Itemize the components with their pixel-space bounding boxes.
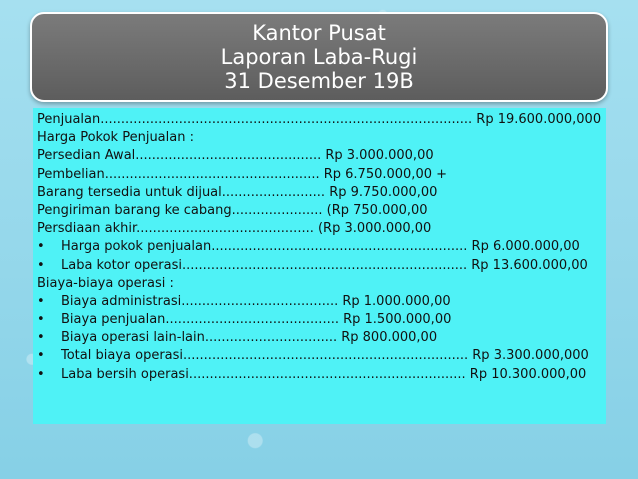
slide-title-box: [30, 12, 608, 102]
title-line-3: 31 Desember 19B: [224, 69, 414, 93]
row-text: Total biaya operasi..................................................................... Rp 3.300.000,000: [61, 348, 589, 364]
report-row-gross-profit: [37, 257, 606, 275]
report-row-purchases: [37, 166, 606, 184]
report-row-beginning-inventory: [37, 147, 606, 165]
report-row-ending-inventory: [37, 220, 606, 238]
report-row-admin-expense: [37, 293, 606, 311]
title-line-2: Laporan Laba-Rugi: [220, 45, 418, 69]
row-text: Pengiriman barang ke cabang...................... (Rp 750.000,00: [37, 202, 428, 218]
row-bullet: •: [37, 366, 45, 382]
report-content: [33, 108, 606, 424]
report-row-shipment-to-branch: [37, 202, 606, 220]
report-row-cogs: [37, 238, 606, 256]
row-text: Persdiaan akhir........................................... (Rp 3.000.000,00: [37, 221, 432, 237]
report-row-sales: [37, 111, 606, 129]
report-row-net-profit: [37, 366, 606, 384]
row-text: Harga pokok penjualan.............................................................. Rp 6.000.000,00: [61, 239, 580, 255]
row-bullet: •: [37, 330, 45, 346]
report-row-other-expense: [37, 329, 606, 347]
row-text: Penjualan.......................................................................................... Rp 19.600.000,000: [37, 112, 602, 127]
report-row-total-opex: [37, 347, 606, 365]
report-row-selling-expense: [37, 311, 606, 329]
row-text: Biaya administrasi...................................... Rp 1.000.000,00: [61, 293, 451, 309]
row-bullet: •: [37, 257, 45, 273]
row-text: Pembelian.................................................... Rp 6.750.000,00 +: [37, 166, 448, 182]
row-text: Barang tersedia untuk dijual......................... Rp 9.750.000,00: [37, 184, 438, 200]
row-bullet: •: [37, 293, 45, 309]
row-bullet: •: [37, 239, 45, 255]
row-bullet: •: [37, 348, 45, 364]
row-text: Biaya operasi lain-lain................................ Rp 800.000,00: [61, 330, 438, 346]
row-text: Harga Pokok Penjualan :: [37, 130, 194, 146]
title-line-1: Kantor Pusat: [252, 21, 386, 45]
report-row-cogs-heading: [37, 129, 606, 147]
row-bullet: •: [37, 312, 45, 328]
row-text: Biaya penjualan.......................................... Rp 1.500.000,00: [61, 312, 452, 328]
row-text: Laba kotor operasi..................................................................... Rp 13.600.000,00: [61, 257, 588, 273]
report-row-opex-heading: [37, 275, 606, 293]
report-row-goods-available: [37, 184, 606, 202]
row-text: Laba bersih operasi................................................................... Rp 10.300.000,00: [61, 366, 587, 382]
row-text: Biaya-biaya operasi :: [37, 275, 174, 291]
row-text: Persedian Awal............................................. Rp 3.000.000,00: [37, 148, 434, 164]
